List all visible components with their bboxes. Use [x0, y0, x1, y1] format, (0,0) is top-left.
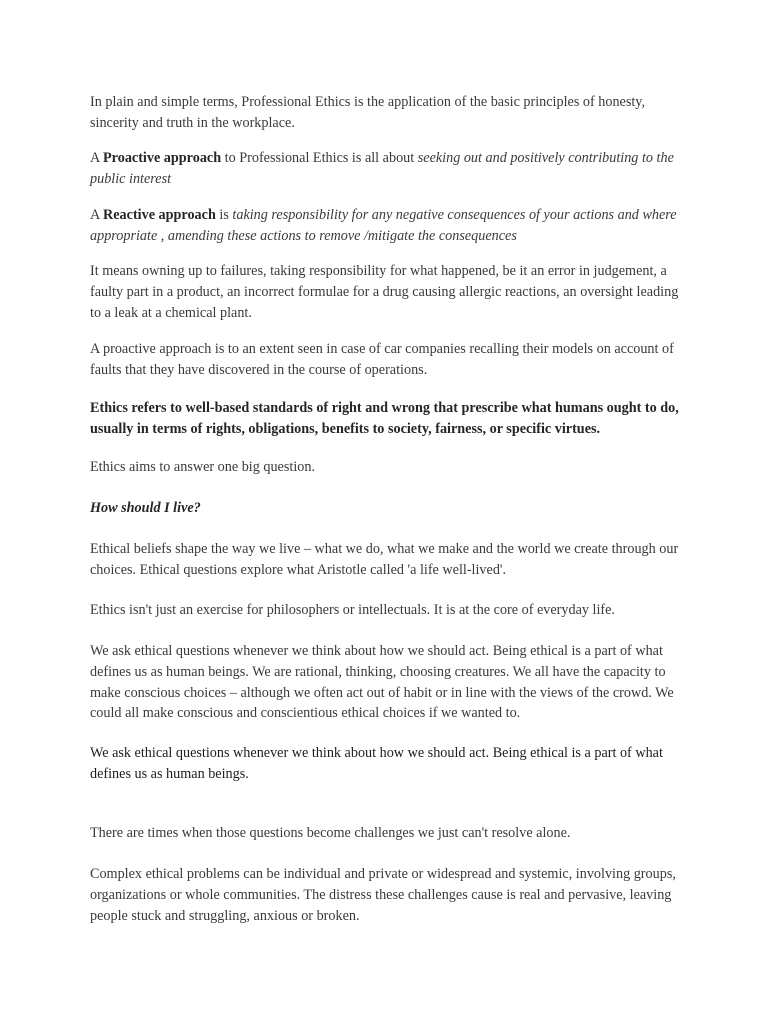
term-reactive-approach: Reactive approach: [103, 207, 216, 223]
paragraph-ethics-definition: Ethics refers to well-based standards of right and wrong that prescribe what humans ought to do, usually in terms of rights, obligations, benefits to society, fairness, or specific virtues.: [90, 400, 679, 437]
heading-how-should-i-live: How should I live?: [90, 500, 201, 516]
paragraph-proactive-approach: [90, 148, 682, 190]
paragraph-challenges: There are times when those questions become challenges we just can't resolve alone.: [90, 825, 571, 841]
paragraph-ethical-questions-repeat: We ask ethical questions whenever we think about how we should act. Being ethical is a part of what defines us as human beings.: [90, 745, 663, 782]
text-segment: A: [90, 150, 104, 166]
paragraph-big-question: Ethics aims to answer one big question.: [90, 459, 315, 475]
text-segment: is: [215, 207, 233, 223]
paragraph-everyday-life: Ethics isn't just an exercise for philosophers or intellectuals. It is at the core of everyday life.: [90, 602, 615, 618]
paragraph-ethical-beliefs: Ethical beliefs shape the way we live – what we do, what we make and the world we create through our choices. Ethical questions explore what Aristotle called 'a life well-lived'.: [90, 541, 679, 578]
paragraph-complex-problems: Complex ethical problems can be individual and private or widespread and systemic, involving groups, organizations or whole communities. The distress these challenges cause is real and pervasive, leaving people stuck and struggling, anxious or broken.: [90, 866, 676, 924]
proactive-definition: seeking out and positively contributing to the public interest: [90, 150, 674, 187]
paragraph-definition: In plain and simple terms, Professional Ethics is the application of the basic principles of honesty, sincerity and truth in the workplace.: [90, 94, 646, 131]
reactive-definition: taking responsibility for any negative consequences of your actions and where appropriate , amending these actions to remove /mitigate the consequences: [90, 207, 677, 244]
paragraph-reactive-approach: [90, 205, 682, 247]
paragraph-owning-failures: It means owning up to failures, taking responsibility for what happened, be it an error in judgement, a faulty part in a product, an incorrect formulae for a drug causing allergic reactions, an oversight leading to a leak at a chemical plant.: [90, 263, 679, 321]
term-proactive-approach: Proactive approach: [103, 150, 222, 166]
text-segment: A: [90, 207, 104, 223]
paragraph-car-recall-example: A proactive approach is to an extent seen in case of car companies recalling their models on account of faults that they have discovered in the course of operations.: [90, 341, 674, 378]
paragraph-ethical-questions: We ask ethical questions whenever we think about how we should act. Being ethical is a part of what defines us as human beings. We are rational, thinking, choosing creatures. We all have the capacity to make conscious choices – although we often act out of habit or in line with the views of the crowd. We could all make conscious and conscientious ethical choices if we wanted to.: [90, 643, 674, 722]
text-segment: to Professional Ethics is all about: [221, 150, 418, 166]
